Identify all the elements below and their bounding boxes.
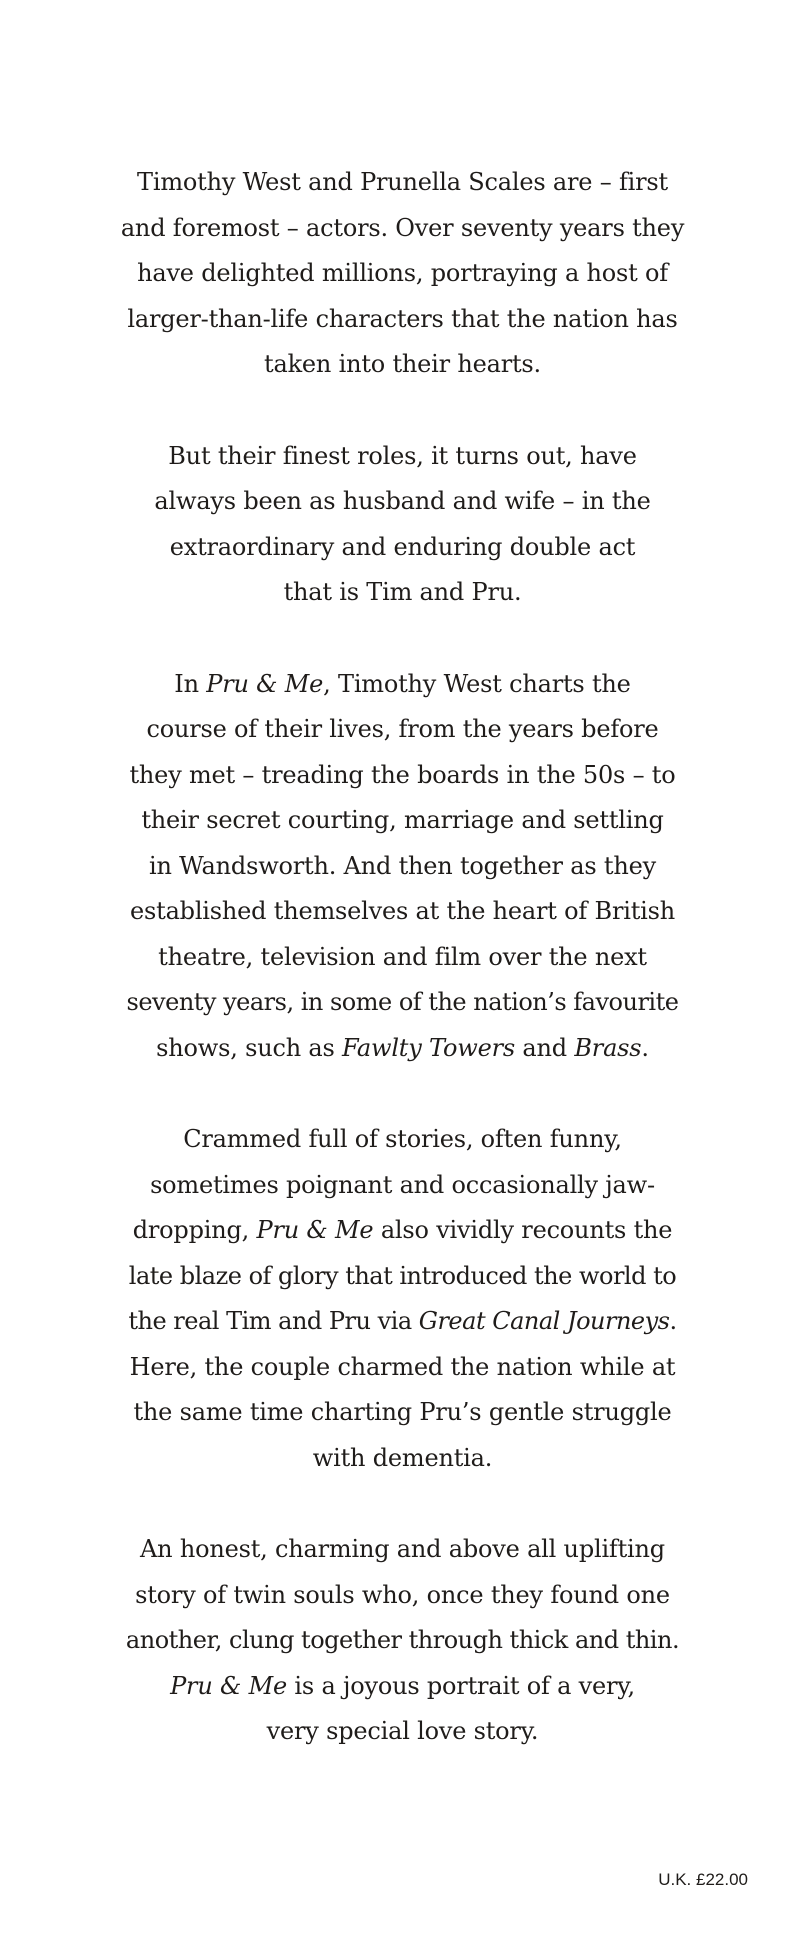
text-line: theatre, television and film over the next (158, 942, 647, 971)
book-title: Pru & Me (206, 669, 324, 698)
text-line (60, 1026, 745, 1072)
book-title: Pru & Me (256, 1216, 374, 1244)
text-line: always been as husband and wife – in the (154, 487, 651, 515)
blurb-paragraph-5 (60, 1527, 745, 1755)
text-line: Timothy West and Prunella Scales are – first (137, 168, 668, 196)
text-fragment: . (669, 1307, 677, 1335)
text-line: very special love story. (266, 1717, 539, 1745)
blurb-paragraph-4 (60, 1117, 745, 1481)
text-fragment: the real Tim and Pru via (128, 1307, 419, 1335)
text-line: larger-than-life characters that the nation has (127, 304, 678, 333)
text-line: late blaze of glory that introduced the world to (128, 1261, 677, 1290)
text-line (60, 1208, 745, 1254)
text-line: their secret courting, marriage and settling (141, 806, 664, 834)
text-line (60, 1299, 745, 1345)
text-line: in Wandsworth. And then together as they (149, 851, 656, 880)
text-line: the same time charting Pru’s gentle struggle (133, 1398, 672, 1426)
text-fragment: , Timothy West charts the (323, 669, 631, 698)
text-fragment: . (641, 1033, 649, 1062)
text-line: course of their lives, from the years before (146, 715, 659, 743)
text-fragment: dropping, (132, 1216, 257, 1244)
text-line: sometimes poignant and occasionally jaw- (150, 1170, 655, 1199)
blurb-paragraph-3 (60, 662, 745, 1072)
blurb-paragraph-2 (60, 434, 745, 616)
blurb-text (60, 160, 745, 1755)
price-label: U.K. £22.00 (658, 1870, 748, 1889)
show-title: Fawlty Towers (342, 1033, 515, 1062)
text-line: they met – treading the boards in the 50s – to (129, 760, 676, 789)
text-line: and foremost – actors. Over seventy years they (120, 213, 685, 242)
text-line: But their finest roles, it turns out, have (168, 441, 637, 470)
text-fragment: shows, such as (156, 1033, 343, 1062)
show-title: Brass (574, 1033, 642, 1062)
text-fragment: is a joyous portrait of a very, (287, 1671, 635, 1700)
book-title: Pru & Me (170, 1671, 287, 1700)
text-line: seventy years, in some of the nation’s favourite (126, 988, 679, 1016)
text-line: another, clung together through thick and thin. (125, 1626, 680, 1654)
text-line: have delighted millions, portraying a host of (137, 259, 668, 287)
text-line: Crammed full of stories, often funny, (183, 1125, 622, 1153)
text-fragment: and (514, 1033, 575, 1062)
text-line: with dementia. (312, 1443, 493, 1472)
text-line (60, 662, 745, 708)
text-line: An honest, charming and above all uplifting (140, 1535, 665, 1563)
text-fragment: also vividly recounts the (373, 1216, 673, 1244)
show-title: Great Canal Journeys (418, 1307, 670, 1335)
text-line: established themselves at the heart of British (130, 897, 675, 925)
blurb-paragraph-1 (60, 160, 745, 388)
text-line: extraordinary and enduring double act (169, 532, 636, 561)
text-line: story of twin souls who, once they found one (135, 1580, 670, 1609)
text-line: taken into their hearts. (264, 350, 541, 378)
text-line: that is Tim and Pru. (283, 578, 522, 606)
text-fragment: In (174, 669, 207, 698)
text-line (60, 1664, 745, 1710)
text-line: Here, the couple charmed the nation while at (129, 1352, 676, 1381)
